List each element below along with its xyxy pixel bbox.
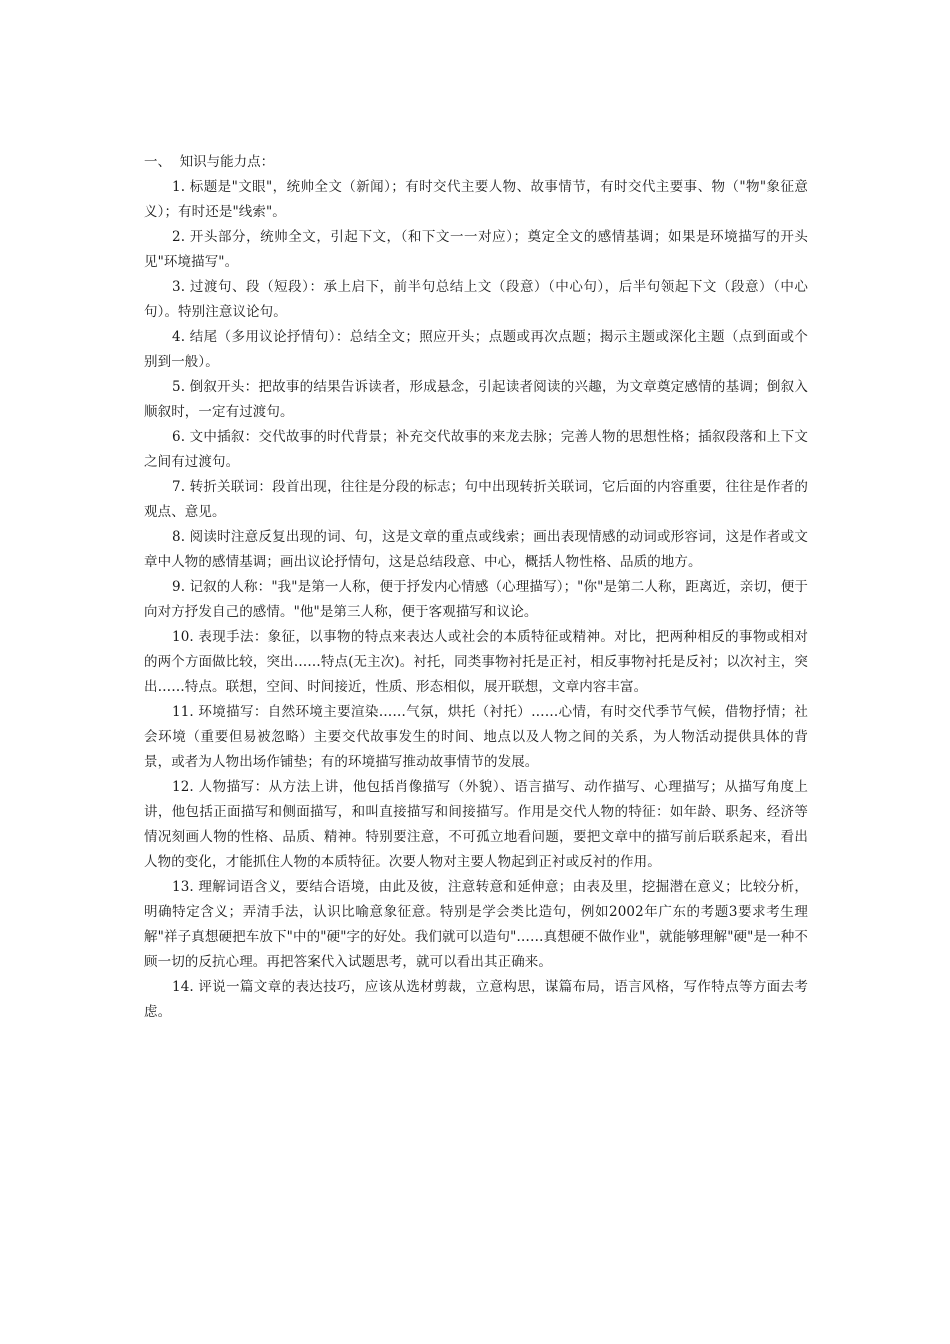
- list-item: 11. 环境描写：自然环境主要渲染……气氛，烘托（衬托）……心情，有时交代季节气候，借物抒情；社会环境（重要但易被忽略）主要交代故事发生的时间、地点以及人物之间的关系，为人物活动提供具体的背景，或者为人物出场作铺垫；有的环境描写推动故事情节的发展。: [144, 704, 808, 770]
- section-heading: 一、 知识与能力点：: [144, 154, 275, 170]
- list-item: 12. 人物描写：从方法上讲，他包括肖像描写（外貌）、语言描写、动作描写、心理描写；从描写角度上讲，他包括正面描写和侧面描写，和叫直接描写和间接描写。作用是交代人物的特征：如年龄、职务、经济等情况刻画人物的性格、品质、精神。特别要注意，不可孤立地看问题，要把文章中的描写前后联系起来，看出人物的变化，才能抓住人物的本质特征。次要人物对主要人物起到正衬或反衬的作用。: [144, 779, 808, 870]
- list-item: 13. 理解词语含义，要结合语境，由此及彼，注意转意和延伸意；由表及里，挖掘潜在意义；比较分析，明确特定含义；弄清手法，认识比喻意象征意。特别是学会类比造句，例如2002年广东的考题3要求考生理解"祥子真想硬把车放下"中的"硬"字的好处。我们就可以造句"……真想硬不做作业"，就能够理解"硬"是一种不顾一切的反抗心理。再把答案代入试题思考，就可以看出其正确来。: [144, 879, 808, 970]
- list-item: 3. 过渡句、段（短段）：承上启下，前半句总结上文（段意）（中心句），后半句领起下文（段意）（中心句）。特别注意议论句。: [144, 279, 808, 320]
- list-item: 10. 表现手法：象征，以事物的特点来表达人或社会的本质特征或精神。对比，把两种相反的事物或相对的两个方面做比较，突出……特点(无主次)。衬托，同类事物衬托是正衬，相反事物衬托是反衬；以次衬主，突出……特点。联想，空间、时间接近，性质、形态相似，展开联想，文章内容丰富。: [144, 629, 808, 695]
- list-item: 8. 阅读时注意反复出现的词、句，这是文章的重点或线索；画出表现情感的动词或形容词，这是作者或文章中人物的感情基调；画出议论抒情句，这是总结段意、中心，概括人物性格、品质的地方。: [144, 529, 808, 570]
- list-item: 6. 文中插叙：交代故事的时代背景；补充交代故事的来龙去脉；完善人物的思想性格；插叙段落和上下文之间有过渡句。: [144, 429, 808, 470]
- list-item: 4. 结尾（多用议论抒情句）：总结全文；照应开头；点题或再次点题；揭示主题或深化主题（点到面或个别到一般）。: [144, 329, 808, 370]
- list-item: 7. 转折关联词：段首出现，往往是分段的标志；句中出现转折关联词，它后面的内容重要，往往是作者的观点、意见。: [144, 479, 808, 520]
- list-item: 9. 记叙的人称："我"是第一人称，便于抒发内心情感（心理描写）；"你"是第二人称，距离近，亲切，便于向对方抒发自己的感情。"他"是第三人称，便于客观描写和议论。: [144, 579, 808, 620]
- list-item: 2. 开头部分，统帅全文，引起下文，（和下文一一对应）；奠定全文的感情基调；如果是环境描写的开头见"环境描写"。: [144, 229, 808, 270]
- list-item: 5. 倒叙开头：把故事的结果告诉读者，形成悬念，引起读者阅读的兴趣，为文章奠定感情的基调；倒叙入顺叙时，一定有过渡句。: [144, 379, 808, 420]
- list-item: 14. 评说一篇文章的表达技巧，应该从选材剪裁，立意构思，谋篇布局，语言风格，写作特点等方面去考虑。: [144, 979, 808, 1020]
- document-body: [144, 150, 808, 1025]
- list-item: 1. 标题是"文眼"，统帅全文（新闻）；有时交代主要人物、故事情节，有时交代主要事、物（"物"象征意义）；有时还是"线索"。: [144, 179, 808, 220]
